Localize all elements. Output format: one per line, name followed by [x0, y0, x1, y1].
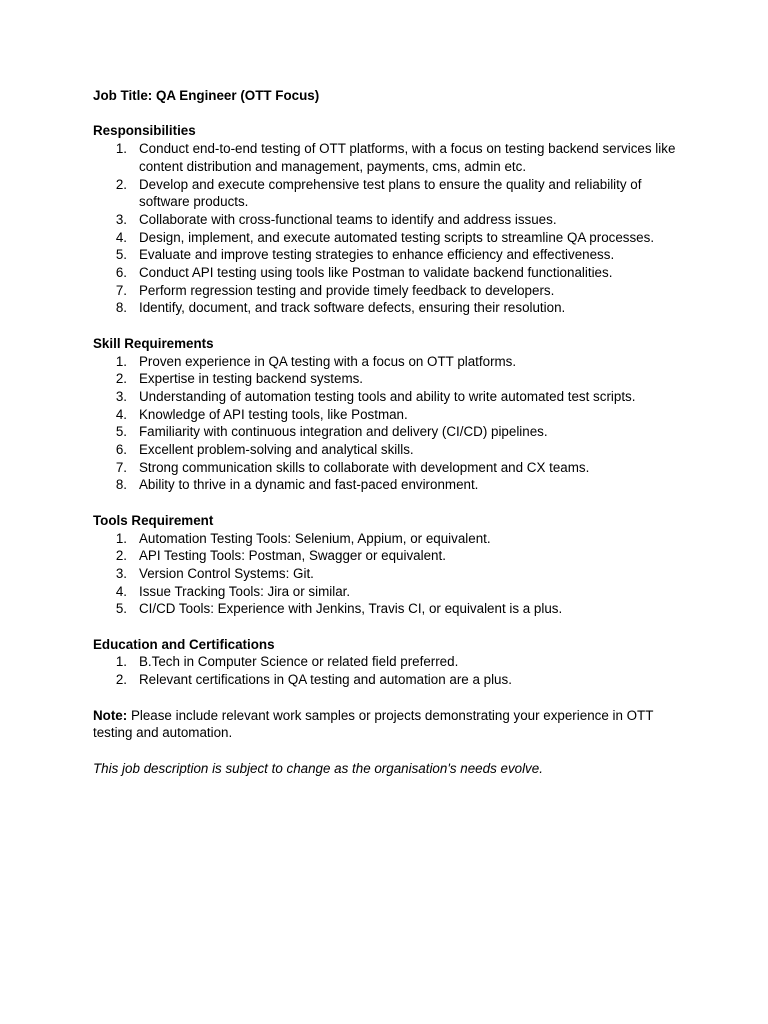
list-item-text: Expertise in testing backend systems.	[139, 371, 364, 387]
list-item-text: API Testing Tools: Postman, Swagger or equivalent.	[139, 548, 446, 564]
list-item-number: 5.	[115, 247, 127, 263]
list-item	[93, 370, 683, 388]
list-item-text: Evaluate and improve testing strategies to enhance efficiency and effectiveness.	[139, 247, 615, 263]
list-item-number: 8.	[115, 477, 127, 493]
numbered-list	[93, 353, 683, 495]
job-title: Job Title: QA Engineer (OTT Focus)	[93, 88, 320, 103]
document-page	[93, 87, 683, 791]
section-heading: Skill Requirements	[93, 335, 214, 351]
list-item	[93, 459, 683, 477]
list-item	[93, 229, 683, 247]
list-item	[93, 653, 683, 671]
list-item	[93, 282, 683, 300]
list-item-text: B.Tech in Computer Science or related field preferred.	[139, 654, 459, 670]
list-item-text: Collaborate with cross-functional teams to identify and address issues.	[139, 211, 557, 227]
list-item-text: Conduct API testing using tools like Postman to validate backend functionalities.	[139, 265, 613, 281]
list-item-text: Version Control Systems: Git.	[139, 565, 314, 581]
list-item	[93, 176, 683, 211]
list-item	[93, 476, 683, 494]
note-text: Please include relevant work samples or projects demonstrating your experience in OTT testing and automation.	[93, 707, 654, 741]
section-heading: Tools Requirement	[93, 512, 214, 528]
section	[93, 636, 683, 689]
list-item	[93, 246, 683, 264]
sections-container	[93, 122, 683, 688]
list-item	[93, 600, 683, 618]
list-item-number: 3.	[115, 388, 127, 404]
numbered-list	[93, 140, 683, 317]
list-item-number: 5.	[115, 424, 127, 440]
list-item	[93, 353, 683, 371]
list-item-text: Ability to thrive in a dynamic and fast-paced environment.	[139, 477, 479, 493]
list-item-number: 7.	[115, 282, 127, 298]
list-item-text: Issue Tracking Tools: Jira or similar.	[139, 583, 351, 599]
list-item-number: 3.	[115, 565, 127, 581]
list-item-text: Develop and execute comprehensive test plans to ensure the quality and reliability of software products.	[139, 176, 642, 210]
list-item-text: Automation Testing Tools: Selenium, Appium, or equivalent.	[139, 530, 491, 546]
list-item-number: 1.	[115, 141, 127, 157]
list-item-number: 5.	[115, 601, 127, 617]
list-item	[93, 671, 683, 689]
list-item-text: Strong communication skills to collaborate with development and CX teams.	[139, 459, 590, 475]
list-item-text: Design, implement, and execute automated testing scripts to streamline QA processes.	[139, 229, 655, 245]
list-item	[93, 547, 683, 565]
list-item	[93, 299, 683, 317]
list-item	[93, 583, 683, 601]
list-item-text: Familiarity with continuous integration and delivery (CI/CD) pipelines.	[139, 424, 548, 440]
list-item-number: 1.	[115, 353, 127, 369]
list-item-text: CI/CD Tools: Experience with Jenkins, Travis CI, or equivalent is a plus.	[139, 601, 563, 617]
numbered-list	[93, 653, 683, 688]
section	[93, 512, 683, 618]
list-item-text: Knowledge of API testing tools, like Postman.	[139, 406, 408, 422]
list-item	[93, 264, 683, 282]
list-item-number: 2.	[115, 371, 127, 387]
list-item	[93, 565, 683, 583]
list-item-number: 4.	[115, 229, 127, 245]
list-item-text: Conduct end-to-end testing of OTT platforms, with a focus on testing backend services like content distribution and management, payments, cms, admin etc.	[139, 141, 676, 174]
list-item-number: 2.	[115, 672, 127, 688]
list-item-number: 4.	[115, 406, 127, 422]
list-item-number: 6.	[115, 442, 127, 458]
list-item	[93, 423, 683, 441]
section	[93, 335, 683, 494]
list-item	[93, 441, 683, 459]
numbered-list	[93, 530, 683, 619]
list-item-text: Perform regression testing and provide timely feedback to developers.	[139, 282, 555, 298]
section	[93, 122, 683, 317]
list-item	[93, 211, 683, 229]
list-item-text: Identify, document, and track software defects, ensuring their resolution.	[139, 300, 566, 316]
list-item-number: 6.	[115, 265, 127, 281]
list-item-number: 8.	[115, 300, 127, 316]
disclaimer: This job description is subject to change as the organisation's needs evolve.	[93, 760, 543, 776]
list-item	[93, 530, 683, 548]
list-item-text: Proven experience in QA testing with a focus on OTT platforms.	[139, 353, 517, 369]
list-item-number: 1.	[115, 654, 127, 670]
section-heading: Responsibilities	[93, 123, 196, 139]
list-item-number: 2.	[115, 176, 127, 192]
note-label: Note:	[93, 707, 128, 723]
list-item-number: 7.	[115, 459, 127, 475]
note-paragraph	[93, 707, 683, 742]
section-heading: Education and Certifications	[93, 636, 275, 652]
list-item-number: 4.	[115, 583, 127, 599]
list-item	[93, 140, 683, 175]
list-item	[93, 388, 683, 406]
list-item-text: Understanding of automation testing tools and ability to write automated test scripts.	[139, 388, 636, 404]
list-item-number: 3.	[115, 211, 127, 227]
list-item	[93, 406, 683, 424]
list-item-number: 1.	[115, 530, 127, 546]
list-item-number: 2.	[115, 548, 127, 564]
list-item-text: Relevant certifications in QA testing and automation are a plus.	[139, 672, 512, 688]
list-item-text: Excellent problem-solving and analytical skills.	[139, 442, 414, 458]
